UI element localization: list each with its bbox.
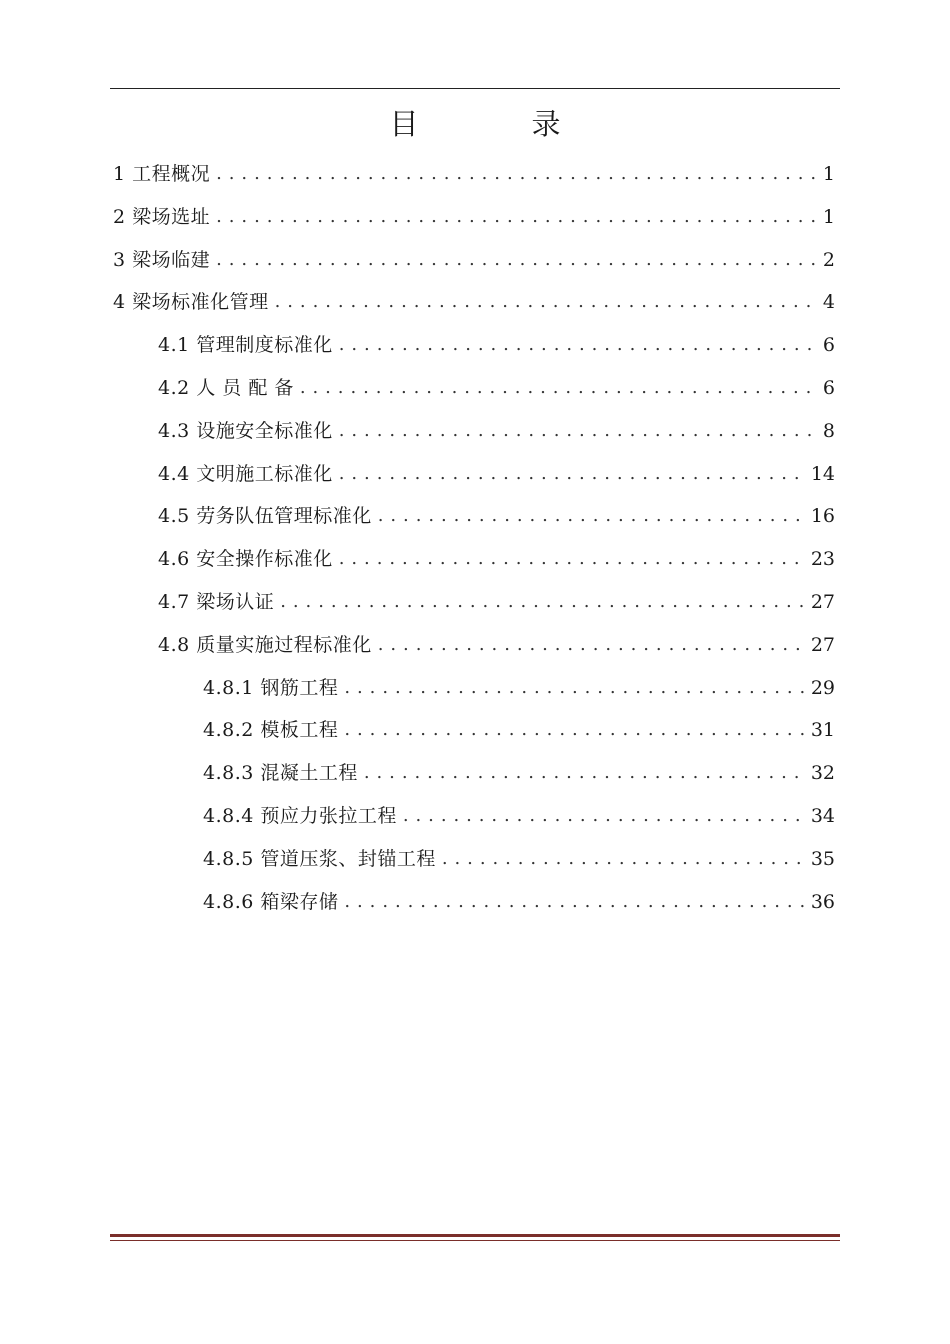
- toc-entry-page-number: 35: [810, 848, 835, 870]
- toc-dot-leader: [378, 503, 807, 529]
- toc-entry-label: 4.7 梁场认证: [158, 591, 275, 613]
- toc-entry-page-number: 4: [822, 291, 835, 313]
- toc-dot-leader: [442, 846, 807, 872]
- toc-entry[interactable]: [203, 889, 835, 915]
- toc-dot-leader: [275, 289, 819, 315]
- toc-entry-page-number: 6: [822, 334, 835, 356]
- toc-entry-label: 4.6 安全操作标准化: [158, 548, 333, 570]
- toc-entry-label: 4.5 劳务队伍管理标准化: [158, 505, 372, 527]
- toc-dot-leader: [339, 546, 807, 572]
- toc-entry[interactable]: [158, 461, 835, 487]
- toc-dot-leader: [339, 461, 807, 487]
- page-title: 目 录: [389, 107, 603, 141]
- footer-rule-thin: [110, 1240, 840, 1241]
- toc-entry[interactable]: [158, 332, 835, 358]
- toc-dot-leader: [344, 675, 806, 701]
- toc-entry[interactable]: [158, 589, 835, 615]
- toc-entry-label: 2 梁场选址: [113, 206, 211, 228]
- toc-dot-leader: [216, 161, 819, 187]
- toc-entry-page-number: 32: [810, 762, 835, 784]
- toc-entry-page-number: 27: [810, 634, 835, 656]
- toc-entry[interactable]: [203, 675, 835, 701]
- toc-entry-label: 4.8.1 钢筋工程: [203, 677, 339, 699]
- toc-entry-page-number: 16: [810, 505, 835, 527]
- toc-entry-page-number: 6: [822, 377, 835, 399]
- toc-entry-page-number: 1: [822, 163, 835, 185]
- toc-dot-leader: [280, 589, 807, 615]
- toc-dot-leader: [300, 375, 819, 401]
- toc-entry[interactable]: [113, 204, 835, 230]
- toc-entry-page-number: 1: [822, 206, 835, 228]
- toc-entry-label: 1 工程概况: [113, 163, 211, 185]
- footer-rule: [110, 1234, 840, 1237]
- toc-entry[interactable]: [113, 161, 835, 187]
- toc-entry[interactable]: [203, 803, 835, 829]
- toc-entry-page-number: 34: [810, 805, 835, 827]
- toc-dot-leader: [339, 418, 819, 444]
- toc-entry-label: 4.8.3 混凝土工程: [203, 762, 358, 784]
- toc-entry-page-number: 8: [822, 420, 835, 442]
- toc-entry[interactable]: [158, 375, 835, 401]
- toc-entry-label: 3 梁场临建: [113, 249, 211, 271]
- toc-entry[interactable]: [203, 717, 835, 743]
- toc-entry[interactable]: [158, 546, 835, 572]
- toc-entry[interactable]: [158, 632, 835, 658]
- toc-dot-leader: [339, 332, 819, 358]
- toc-entry-label: 4.4 文明施工标准化: [158, 463, 333, 485]
- toc-dot-leader: [403, 803, 807, 829]
- toc-entry-label: 4.8.6 箱梁存储: [203, 891, 339, 913]
- toc-entry-label: 4 梁场标准化管理: [113, 291, 269, 313]
- toc-dot-leader: [364, 760, 807, 786]
- toc-dot-leader: [216, 204, 819, 230]
- toc-entry-label: 4.8.2 模板工程: [203, 719, 339, 741]
- toc-dot-leader: [344, 717, 806, 743]
- toc-entry-label: 4.2 人 员 配 备: [158, 377, 294, 399]
- toc-entry[interactable]: [113, 247, 835, 273]
- toc-dot-leader: [378, 632, 807, 658]
- toc-entry-page-number: 2: [822, 249, 835, 271]
- toc-entry-page-number: 29: [810, 677, 835, 699]
- toc-entry[interactable]: [113, 289, 835, 315]
- toc-entry-page-number: 31: [810, 719, 835, 741]
- toc-entry-label: 4.8 质量实施过程标准化: [158, 634, 372, 656]
- toc-dot-leader: [344, 889, 806, 915]
- toc-entry-page-number: 23: [810, 548, 835, 570]
- toc-entry-label: 4.1 管理制度标准化: [158, 334, 333, 356]
- toc-entry[interactable]: [158, 503, 835, 529]
- toc-entry-page-number: 27: [810, 591, 835, 613]
- toc-entry-label: 4.8.5 管道压浆、封锚工程: [203, 848, 436, 870]
- toc-entry[interactable]: [203, 760, 835, 786]
- toc-entry-page-number: 14: [810, 463, 835, 485]
- toc-entry[interactable]: [158, 418, 835, 444]
- toc-entry-label: 4.3 设施安全标准化: [158, 420, 333, 442]
- toc-entry-label: 4.8.4 预应力张拉工程: [203, 805, 397, 827]
- toc-entry-page-number: 36: [810, 891, 835, 913]
- toc-dot-leader: [216, 247, 819, 273]
- toc-entry[interactable]: [203, 846, 835, 872]
